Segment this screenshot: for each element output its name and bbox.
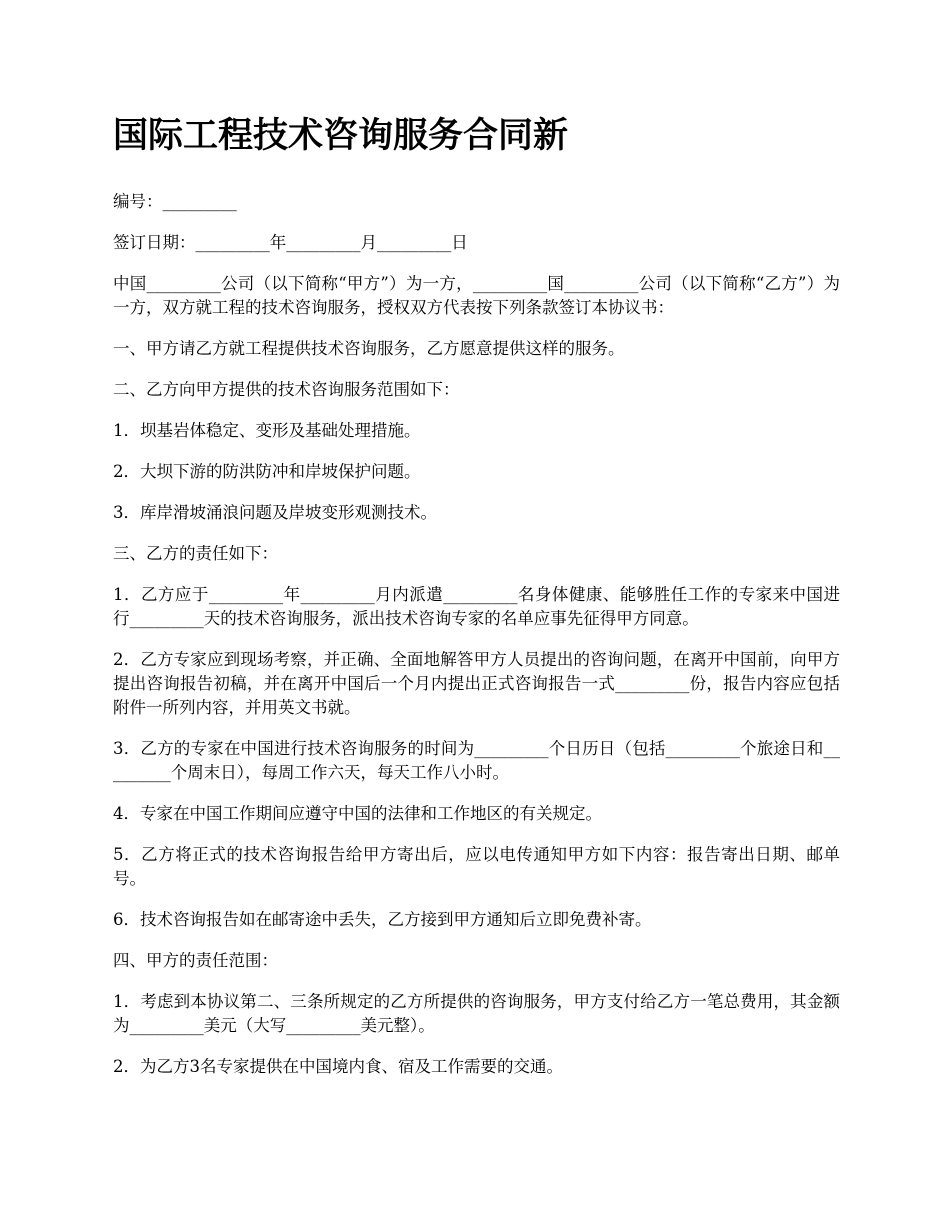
clause-3-item-4: 4．专家在中国工作期间应遵守中国的法律和工作地区的有关规定。 — [113, 804, 602, 823]
parties-paragraph: 中国_________公司（以下简称“甲方”）为一方，_________国_________公司（以下简称“乙方”）为一方，双方就工程的技术咨询服务，授权双方代表按下列条款签订本协议书： — [113, 274, 840, 317]
clause-2-item-3: 3．库岸滑坡涌浪问题及岸坡变形观测技术。 — [113, 503, 437, 522]
document-page — [113, 112, 840, 1096]
contract-number-line: 编号：_________ — [113, 192, 237, 211]
signing-date-line: 签订日期：_________年_________月_________日 — [113, 233, 468, 252]
clause-3-item-2: 2．乙方专家应到现场考察，并正确、全面地解答甲方人员提出的咨询问题，在离开中国前，向甲方提出咨询报告初稿，并在离开中国后一个月内提出正式咨询报告一式_________份，报告内容应包括附件一所列内容，并用英文书就。 — [113, 650, 840, 717]
clause-2-heading: 二、乙方向甲方提供的技术咨询服务范围如下： — [113, 380, 460, 399]
clause-3-item-6: 6．技术咨询报告如在邮寄途中丢失，乙方接到甲方通知后立即免费补寄。 — [113, 910, 652, 929]
clause-3-item-1: 1．乙方应于_________年_________月内派遣_________名身体健康、能够胜任工作的专家来中国进行_________天的技术咨询服务，派出技术咨询专家的名单应事先征得甲方同意。 — [113, 585, 840, 628]
clause-4-item-1: 1．考虑到本协议第二、三条所规定的乙方所提供的咨询服务，甲方支付给乙方一笔总费用，其金额为_________美元（大写_________美元整）。 — [113, 992, 840, 1035]
clause-4-item-2: 2．为乙方3名专家提供在中国境内食、宿及工作需要的交通。 — [113, 1057, 563, 1076]
clause-3-item-5: 5．乙方将正式的技术咨询报告给甲方寄出后，应以电传通知甲方如下内容：报告寄出日期、邮单号。 — [113, 845, 840, 888]
document-title: 国际工程技术咨询服务合同新 — [113, 115, 569, 156]
clause-1: 一、甲方请乙方就工程提供技术咨询服务，乙方愿意提供这样的服务。 — [113, 339, 625, 358]
clause-3-item-3: 3．乙方的专家在中国进行技术咨询服务的时间为_________个日历日（包括_________个旅途日和_________个周末日），每周工作六天，每天工作八小时。 — [113, 739, 840, 782]
clause-2-item-1: 1．坝基岩体稳定、变形及基础处理措施。 — [113, 421, 421, 440]
clause-2-item-2: 2．大坝下游的防洪防冲和岸坡保护问题。 — [113, 462, 421, 481]
clause-3-heading: 三、乙方的责任如下： — [113, 544, 278, 563]
clause-4-heading: 四、甲方的责任范围： — [113, 951, 278, 970]
